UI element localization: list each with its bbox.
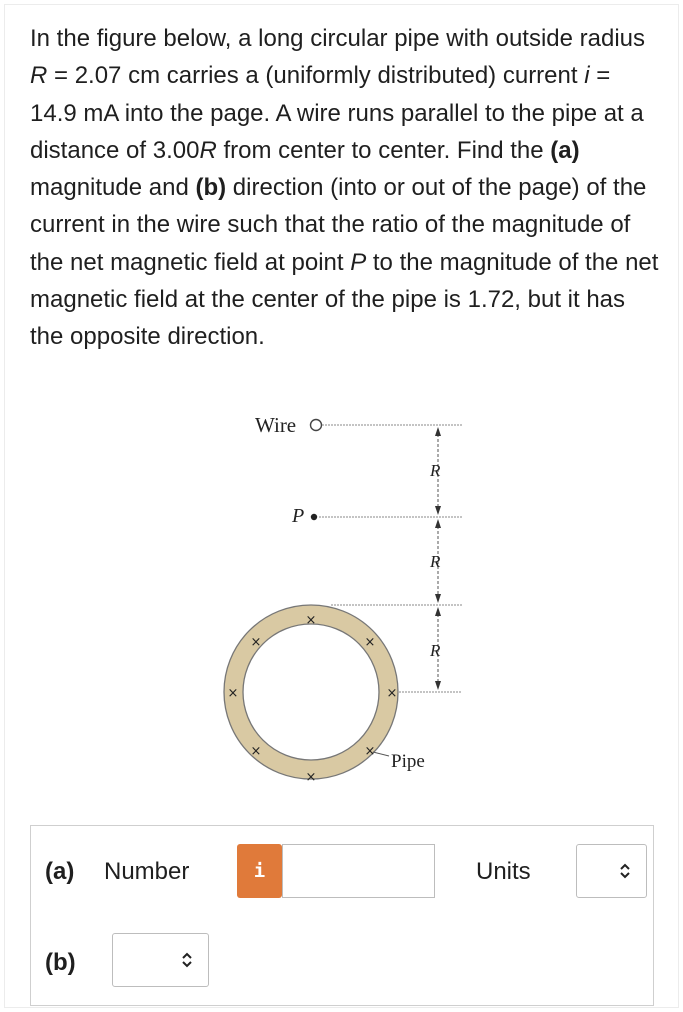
point-p-dot bbox=[311, 514, 317, 520]
pipe-label: Pipe bbox=[391, 751, 425, 772]
pipe-wire-figure bbox=[215, 400, 475, 795]
r-label-3: R bbox=[430, 641, 441, 660]
part-b-ref: (b) bbox=[195, 174, 227, 202]
svg-text:×: × bbox=[386, 686, 398, 701]
direction-select[interactable] bbox=[112, 933, 209, 987]
var-R: R bbox=[30, 62, 48, 90]
r-label-1: R bbox=[430, 461, 441, 480]
up-down-chevron-icon bbox=[618, 862, 632, 880]
var-R: R bbox=[199, 136, 217, 164]
svg-text:×: × bbox=[227, 686, 239, 701]
svg-text:×: × bbox=[364, 635, 376, 650]
wire-label: Wire bbox=[255, 413, 297, 437]
var-i: i bbox=[584, 62, 590, 90]
svg-text:×: × bbox=[305, 613, 317, 628]
var-P: P bbox=[350, 248, 367, 276]
svg-text:×: × bbox=[364, 744, 376, 759]
number-label: Number bbox=[104, 858, 190, 885]
svg-text:×: × bbox=[305, 770, 317, 785]
wire-marker bbox=[311, 420, 322, 431]
part-a-label: (a) bbox=[45, 858, 75, 885]
point-p-label: P bbox=[292, 505, 305, 527]
svg-text:×: × bbox=[250, 744, 262, 759]
units-select[interactable] bbox=[576, 844, 647, 898]
r-label-2: R bbox=[430, 552, 441, 571]
part-b-label: (b) bbox=[45, 949, 76, 976]
part-a-ref: (a) bbox=[550, 136, 580, 164]
up-down-chevron-icon bbox=[180, 951, 194, 969]
info-button[interactable] bbox=[237, 844, 282, 898]
current-into-page-marks bbox=[228, 613, 398, 785]
info-icon: i bbox=[253, 860, 266, 882]
svg-text:×: × bbox=[250, 635, 262, 650]
number-input[interactable] bbox=[282, 844, 435, 898]
question-text: In the figure below, a long circular pipe with outside radius R = 2.07 cm carries a (uniformly distributed) current i = 14.9 mA into the page. A wire runs parallel to the pipe at a distance of 3.00R from center to center. Find the (a) magnitude and (b) direction (into or out of the page) of the current in the wire such that the ratio of the magnitude of the net magnetic field at point P to the magnitude of the net magnetic field at the center of the pipe is 1.72, but it has the opposite direction. bbox=[30, 25, 659, 351]
units-label: Units bbox=[476, 858, 531, 885]
